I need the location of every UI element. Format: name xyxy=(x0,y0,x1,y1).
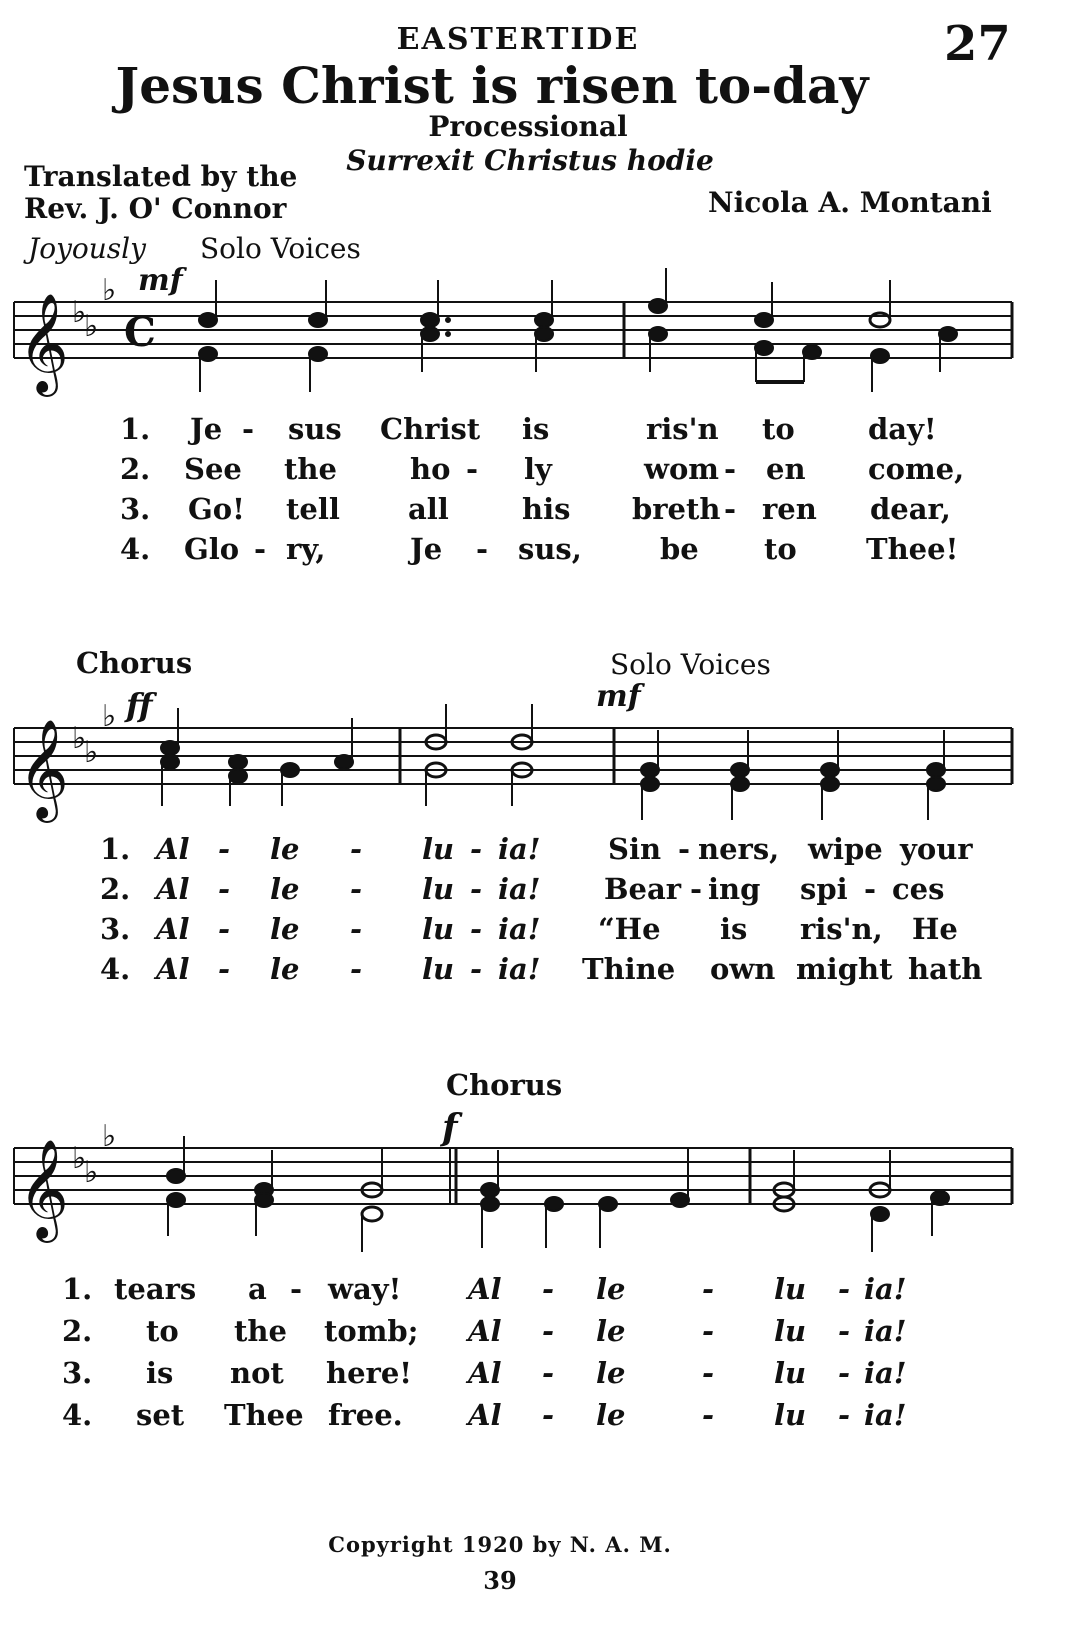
solo-voices-label: Solo Voices xyxy=(610,648,771,681)
hymn-title: Jesus Christ is risen to-day xyxy=(115,56,869,115)
flat-icon: ♭ xyxy=(84,1155,99,1190)
common-time-icon: C xyxy=(124,309,156,356)
staff-1 xyxy=(14,302,1012,358)
verse-1-line-1: 1. Je - sus Christ is ris'n to day! xyxy=(120,412,937,446)
notes-system-2 xyxy=(161,704,945,820)
verse-4-line-1: 4. Glo - ry, Je - sus, be to Thee! xyxy=(120,532,959,566)
verse-3-line-3: 3. is not here! Al - le - lu - ia! xyxy=(62,1356,907,1390)
flat-icon: ♭ xyxy=(84,309,99,344)
solo-voices-label: Solo Voices xyxy=(200,232,361,265)
verse-2-line-1: 2. See the ho - ly wom - en come, xyxy=(120,452,965,486)
treble-clef-icon: 𝄞 xyxy=(18,1139,69,1239)
treble-clef-icon: 𝄞 xyxy=(18,293,69,393)
flat-icon: ♭ xyxy=(102,1119,117,1154)
composer: Nicola A. Montani xyxy=(708,186,992,219)
flat-icon: ♭ xyxy=(84,735,99,770)
dynamic-mf: mf xyxy=(596,679,641,714)
tempo-marking: Joyously xyxy=(28,232,146,265)
staff-3 xyxy=(14,1148,1012,1204)
verse-4-line-3: 4. set Thee free. Al - le - lu - ia! xyxy=(62,1398,907,1432)
hymn-number: 27 xyxy=(944,16,1011,72)
dynamic-mf: mf xyxy=(138,263,183,298)
flat-icon: ♭ xyxy=(72,1141,87,1176)
dynamic-ff: ff xyxy=(126,686,153,724)
verse-2-line-3: 2. to the tomb; Al - le - lu - ia! xyxy=(62,1314,907,1348)
flat-icon: ♭ xyxy=(72,295,87,330)
verse-3-line-2: 3. Al - le - lu - ia! “He is ris'n, He xyxy=(100,912,958,946)
translator-line-1: Translated by the xyxy=(24,160,298,193)
copyright-notice: Copyright 1920 by N. A. M. xyxy=(328,1532,672,1557)
verse-1-line-3: 1. tears a - way! Al - le - lu - ia! xyxy=(62,1272,907,1306)
flat-icon: ♭ xyxy=(102,699,117,734)
notes-system-3 xyxy=(167,1136,949,1252)
flat-icon: ♭ xyxy=(72,721,87,756)
section-heading: EASTERTIDE xyxy=(396,22,640,57)
verse-2-line-2: 2. Al - le - lu - ia! Bear - ing spi - ces xyxy=(100,872,945,906)
chorus-label: Chorus xyxy=(76,646,193,680)
flat-icon: ♭ xyxy=(102,273,117,308)
hymn-subtitle: Processional xyxy=(428,110,628,143)
verse-3-line-1: 3. Go! tell all his breth - ren dear, xyxy=(120,492,951,526)
chorus-label: Chorus xyxy=(446,1068,563,1102)
verse-4-line-2: 4. Al - le - lu - ia! Thine own might hath xyxy=(100,952,983,986)
treble-clef-icon: 𝄞 xyxy=(18,719,69,819)
page-number: 39 xyxy=(483,1566,517,1595)
dynamic-f: f xyxy=(442,1107,458,1149)
translator-line-2: Rev. J. O' Connor xyxy=(24,192,287,225)
latin-title: Surrexit Christus hodie xyxy=(346,144,714,177)
verse-1-line-2: 1. Al - le - lu - ia! Sin - ners, wipe your xyxy=(100,832,973,866)
